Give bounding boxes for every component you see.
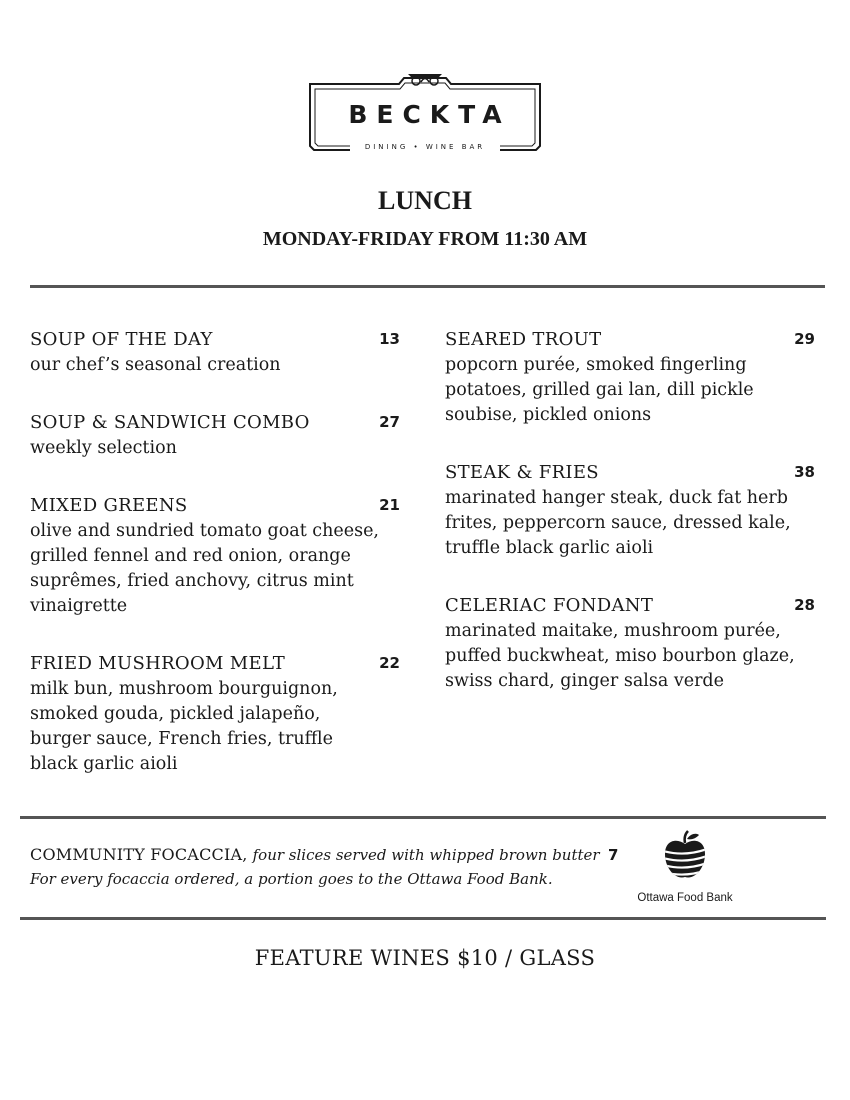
menu-item-soup-sandwich-combo bbox=[30, 409, 402, 461]
item-description: our chef’s seasonal creation bbox=[30, 355, 281, 375]
menu-column-right bbox=[445, 326, 817, 694]
item-name: MIXED GREENS bbox=[30, 495, 188, 516]
menu-item-seared-trout bbox=[445, 326, 817, 428]
item-price: 22 bbox=[379, 654, 400, 672]
ottawa-food-bank-logo bbox=[620, 828, 750, 908]
menu-item-soup-of-the-day bbox=[30, 326, 402, 378]
focaccia-name: COMMUNITY FOCACCIA, bbox=[30, 845, 248, 864]
item-name: FRIED MUSHROOM MELT bbox=[30, 653, 286, 674]
divider-bottom bbox=[20, 917, 826, 920]
item-name: CELERIAC FONDANT bbox=[445, 595, 654, 616]
menu-column-left bbox=[30, 326, 402, 777]
item-price: 21 bbox=[379, 496, 400, 514]
brand-name: BECKTA bbox=[348, 100, 511, 129]
item-description: marinated hanger steak, duck fat herb frites, peppercorn sauce, dressed kale, truffle black garlic aioli bbox=[445, 488, 791, 558]
feature-wines: FEATURE WINES $10 / GLASS bbox=[254, 946, 596, 970]
brand-tagline: DINING • WINE BAR bbox=[364, 143, 486, 151]
focaccia-description: four slices served with whipped brown butter bbox=[252, 846, 600, 864]
food-bank-label: Ottawa Food Bank bbox=[637, 892, 733, 904]
item-name: SEARED TROUT bbox=[445, 329, 602, 350]
item-price: 27 bbox=[379, 413, 400, 431]
service-hours: MONDAY-FRIDAY FROM 11:30 AM bbox=[262, 228, 588, 250]
menu-item-steak-fries bbox=[445, 459, 817, 561]
item-price: 38 bbox=[794, 463, 815, 481]
focaccia-price: 7 bbox=[608, 846, 619, 864]
item-name: SOUP OF THE DAY bbox=[30, 329, 213, 350]
item-description: weekly selection bbox=[30, 438, 177, 458]
menu-item-mixed-greens bbox=[30, 492, 402, 619]
item-price: 29 bbox=[794, 330, 815, 348]
item-description: popcorn purée, smoked fingerling potatoes, grilled gai lan, dill pickle soubise, pickled onions bbox=[445, 355, 754, 425]
divider-middle bbox=[20, 816, 826, 819]
menu-item-fried-mushroom-melt bbox=[30, 650, 402, 777]
page-title: LUNCH bbox=[378, 186, 472, 215]
focaccia-note: For every focaccia ordered, a portion goes to the Ottawa Food Bank. bbox=[30, 870, 553, 888]
divider-top bbox=[30, 285, 825, 288]
item-name: SOUP & SANDWICH COMBO bbox=[30, 412, 310, 433]
item-description: marinated maitake, mushroom purée, puffed buckwheat, miso bourbon glaze, swiss chard, ginger salsa verde bbox=[445, 621, 795, 691]
item-description: olive and sundried tomato goat cheese, grilled fennel and red onion, orange suprêmes, fried anchovy, citrus mint vinaigrette bbox=[30, 521, 379, 616]
item-description: milk bun, mushroom bourguignon, smoked gouda, pickled jalapeño, burger sauce, French fries, truffle black garlic aioli bbox=[30, 679, 338, 774]
apple-icon bbox=[663, 830, 707, 882]
focaccia-line bbox=[30, 843, 630, 867]
beckta-logo bbox=[304, 72, 546, 158]
item-price: 28 bbox=[794, 596, 815, 614]
menu-item-celeriac-fondant bbox=[445, 592, 817, 694]
item-price: 13 bbox=[379, 330, 400, 348]
community-focaccia bbox=[30, 843, 630, 891]
item-name: STEAK & FRIES bbox=[445, 462, 599, 483]
